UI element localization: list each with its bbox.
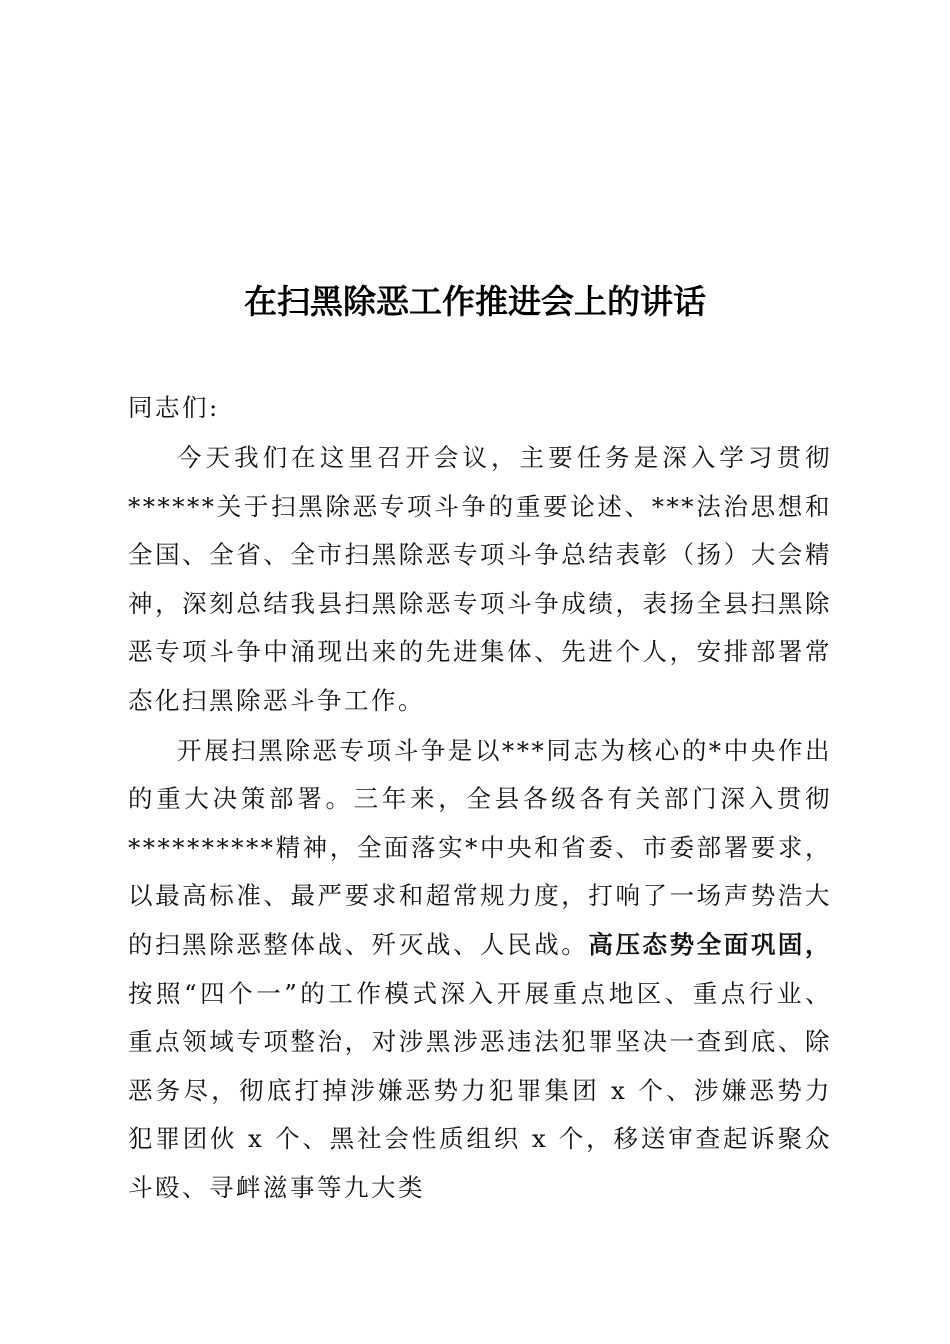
paragraph-2-text-after: 按照“四个一”的工作模式深入开展重点地区、重点行业、重点领域专项整治，对涉黑涉恶违法犯罪坚决一查到底、除恶务尽，彻底打掉涉嫌恶势力犯罪集团 x 个、涉嫌恶势力犯罪团伙 x 个、黑社会性质组织 x 个，移送审查起诉聚众斗殴、寻衅滋事等九大类 (128, 978, 832, 1202)
paragraph-2-text-before: 开展扫黑除恶专项斗争是以***同志为核心的*中央作出的重大决策部署。三年来，全县各级各有关部门深入贯彻**********精神，全面落实*中央和省委、市委部署要求，以最高标准、最严要求和超常规力度，打响了一场声势浩大的扫黑除恶整体战、歼灭战、人民战。 (128, 735, 832, 959)
paragraph-2-emphasis: 高压态势全面巩固， (588, 929, 832, 959)
paragraph-1: 今天我们在这里召开会议，主要任务是深入学习贯彻******关于扫黑除恶专项斗争的重要论述、***法治思想和全国、全省、全市扫黑除恶专项斗争总结表彰（扬）大会精神，深刻总结我县扫黑除恶专项斗争成绩，表扬全县扫黑除恶专项斗争中涌现出来的先进集体、先进个人，安排部署常态化扫黑除恶斗争工作。 (128, 443, 832, 715)
document-title: 在扫黑除恶工作推进会上的讲话 (244, 282, 706, 321)
document-body (128, 386, 832, 1213)
salutation: 同志们: (128, 393, 220, 422)
paragraph-2 (128, 727, 832, 1213)
